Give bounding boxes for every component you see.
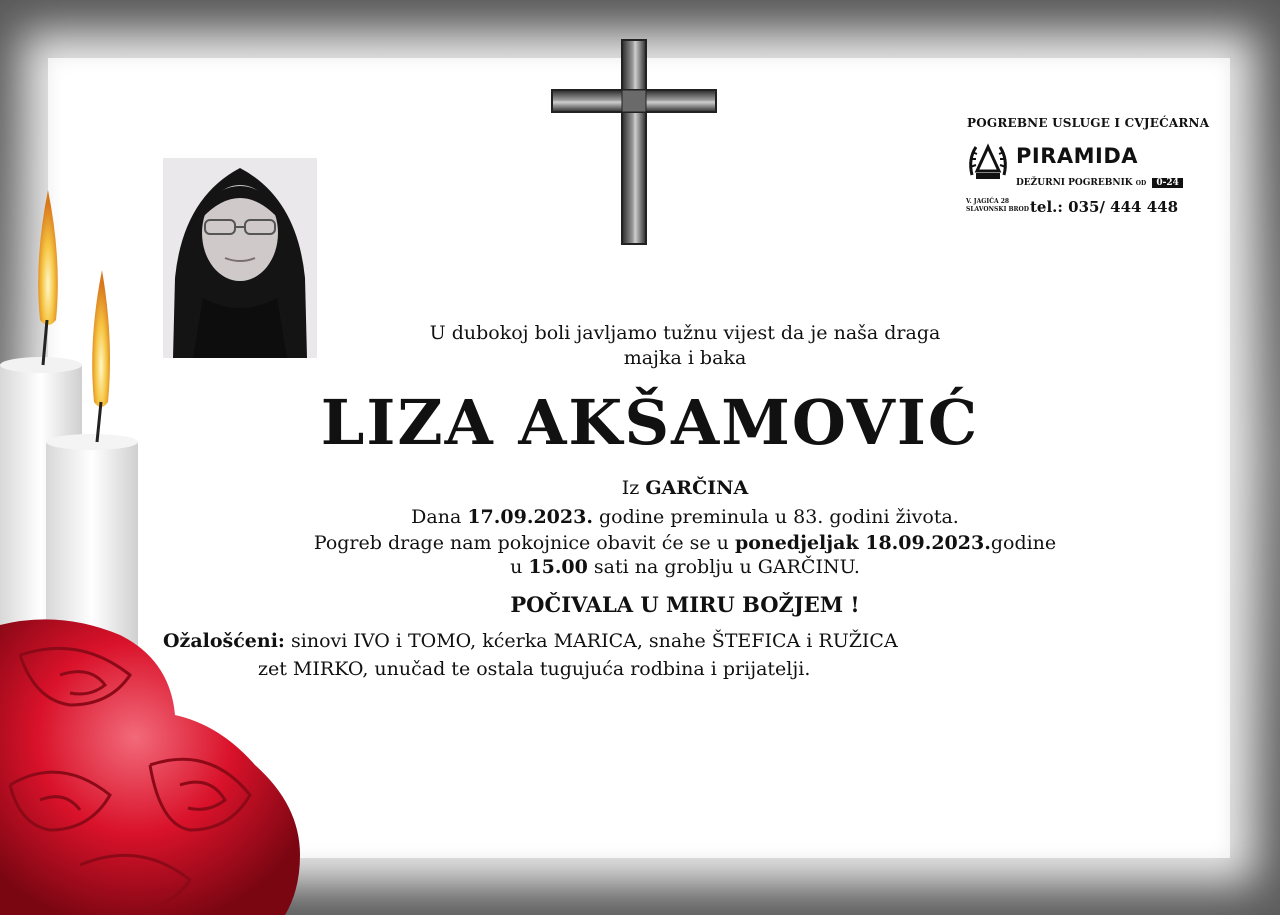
funeral-suffix: godine — [990, 532, 1057, 554]
piramida-emblem-icon — [966, 139, 1010, 183]
cross-icon — [548, 36, 720, 248]
duty-od: OD — [1135, 180, 1147, 187]
candle-icon — [0, 180, 150, 650]
death-date: 17.09.2023. — [467, 506, 593, 528]
address-line-2: SLAVONSKI BROD — [966, 206, 1029, 213]
funeral-line — [200, 532, 1170, 554]
deceased-name: LIZA AKŠAMOVIĆ — [320, 386, 980, 459]
address-line-1: V. JAGIĆA 28 — [966, 198, 1010, 205]
funeral-time-line — [300, 556, 1070, 578]
time-value: 15.00 — [528, 556, 588, 578]
mourners-text-1: sinovi IVO i TOMO, kćerka MARICA, snahe ŠTEFICA i RUŽICA — [291, 630, 898, 652]
duty-line — [1016, 178, 1183, 188]
death-prefix: Dana — [411, 506, 462, 528]
mourners-line-2: zet MIRKO, unučad te ostala tugujuća rodbina i prijatelji. — [258, 658, 811, 680]
funeral-prefix: Pogreb drage nam pokojnice obavit će se u — [313, 532, 729, 554]
funeral-home-name: PIRAMIDA — [1016, 144, 1139, 168]
rose-icon — [0, 615, 310, 915]
funeral-home-phone: tel.: 035/ 444 448 — [1030, 198, 1179, 216]
duty-label: DEŽURNI POGREBNIK — [1016, 178, 1133, 188]
intro-line-2: majka i baka — [623, 347, 747, 369]
funeral-date: ponedjeljak 18.09.2023. — [734, 532, 991, 554]
deceased-photo — [163, 158, 317, 358]
mourners-label: Ožalošćeni: — [163, 630, 285, 652]
time-suffix: sati na groblju u GARČINU. — [593, 556, 860, 578]
origin-place: GARČINA — [645, 477, 749, 499]
rip-line: POČIVALA U MIRU BOŽJEM ! — [510, 592, 860, 617]
intro-line-1: U dubokoj boli javljamo tužnu vijest da je naša draga — [429, 322, 941, 344]
funeral-home-address — [966, 198, 1029, 214]
funeral-home-heading: POGREBNE USLUGE I CVJEĆARNA — [967, 116, 1210, 130]
time-prefix: u — [510, 556, 523, 578]
death-line — [300, 506, 1070, 528]
origin-prefix: Iz — [621, 477, 640, 499]
duty-hours-badge: 0-24 — [1152, 178, 1183, 188]
origin-line — [300, 477, 1070, 499]
funeral-home-logo — [960, 112, 1210, 222]
death-suffix: godine preminula u 83. godini života. — [598, 506, 959, 528]
